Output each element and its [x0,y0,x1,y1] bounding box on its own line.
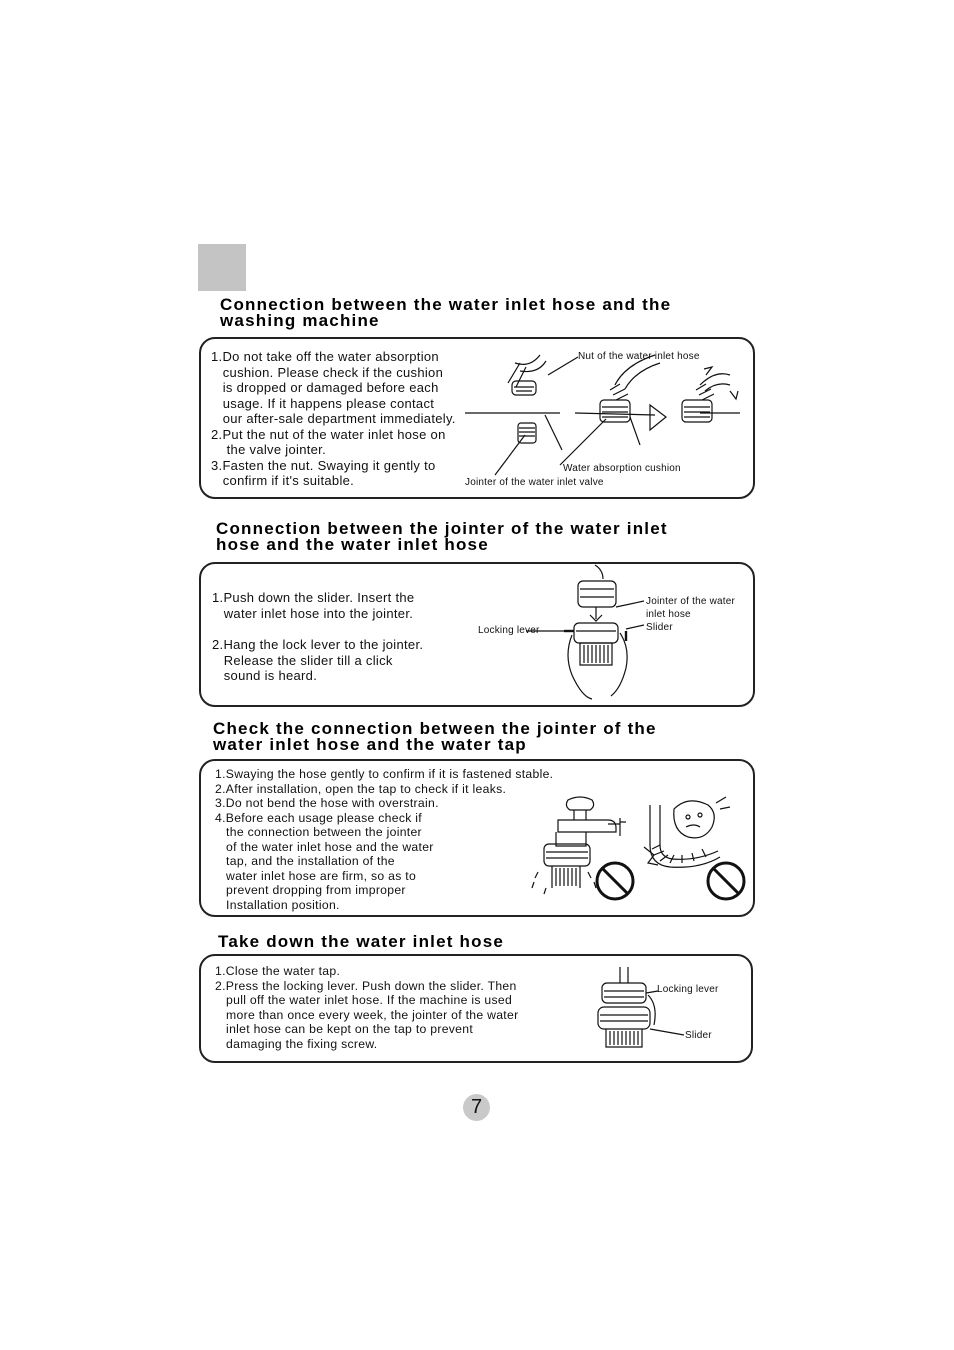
step-line: 2.Press the locking lever. Push down the slider. Then [215,978,517,993]
heading-line: Connection between the water inlet hose and the [220,295,672,314]
step-gap [212,621,423,637]
step-line: 3.Do not bend the hose with overstrain. [215,796,439,810]
heading-line: Connection between the jointer of the water inlet [216,519,668,538]
heading-line: Check the connection between the jointer of the [213,719,657,738]
label-locking-lever: Locking lever [478,625,540,636]
step-line: sound is heard. [212,668,318,683]
step-line: 1.Do not take off the water absorption [211,349,439,364]
label-slider: Slider [685,1030,712,1041]
section-3-steps [215,767,553,912]
section-2-steps [212,590,423,684]
step-line: tap, and the installation of the [215,854,395,868]
prohibited-icon [594,860,636,902]
section-2-heading [216,521,668,553]
step-line: usage. If it happens please contact [211,395,435,411]
step-line: 1.Close the water tap. [215,964,341,978]
section-3-heading [213,721,657,753]
prohibited-icon [705,860,747,902]
label-nut-of-hose: Nut of the water inlet hose [578,351,700,362]
step-line: 3.Fasten the nut. Swaying it gently to [211,457,436,473]
step-line: Release the slider till a click [212,652,393,668]
heading-line: Take down the water inlet hose [218,932,505,951]
step-line: 1.Swaying the hose gently to confirm if it is fastened stable. [215,767,554,781]
label-jointer-line-1: Jointer of the water [646,596,736,607]
step-line: water inlet hose into the jointer. [212,605,414,621]
step-line: cushion. Please check if the cushion [211,364,444,380]
step-line: 2.Hang the lock lever to the jointer. [212,637,424,652]
label-valve-jointer: Jointer of the water inlet valve [465,477,604,488]
step-line: 2.After installation, open the tap to check if it leaks. [215,781,507,796]
section-4-steps [215,964,518,1051]
step-line: damaging the fixing screw. [215,1036,378,1051]
step-line: 2.Put the nut of the water inlet hose on [211,426,446,442]
step-line: is dropped or damaged before each [211,380,439,395]
step-line: our after-sale department immediately. [211,411,456,426]
label-locking-lever: Locking lever [657,984,719,995]
jointer-hand-illustration [550,563,660,703]
label-slider: Slider [646,622,673,633]
label-jointer-line-2: inlet hose [646,609,691,620]
step-line: water inlet hose are firm, so as to [215,868,417,883]
step-line: Installation position. [215,897,340,912]
step-line: the valve jointer. [211,442,326,457]
step-line: 4.Before each usage please check if [215,810,422,825]
section-1-steps [211,349,456,489]
heading-line: water inlet hose and the water tap [213,735,527,754]
section-4-heading [218,934,504,950]
heading-line: hose and the water inlet hose [216,535,489,554]
step-line: more than once every week, the jointer of the water [215,1007,519,1022]
step-line: 1.Push down the slider. Insert the [212,590,415,605]
step-line: pull off the water inlet hose. If the machine is used [215,993,513,1007]
page-number: 7 [463,1094,490,1121]
step-line: prevent dropping from improper [215,883,406,897]
step-line: of the water inlet hose and the water [215,839,434,854]
heading-line: washing machine [220,311,380,330]
step-line: confirm if it's suitable. [211,473,355,488]
step-line: inlet hose can be kept on the tap to prevent [215,1022,474,1036]
section-1-heading [220,297,671,329]
label-absorption-cushion: Water absorption cushion [563,463,681,474]
jointer-release-illustration [592,965,672,1055]
step-line: the connection between the jointer [215,825,422,839]
section-tab-marker [198,244,246,291]
